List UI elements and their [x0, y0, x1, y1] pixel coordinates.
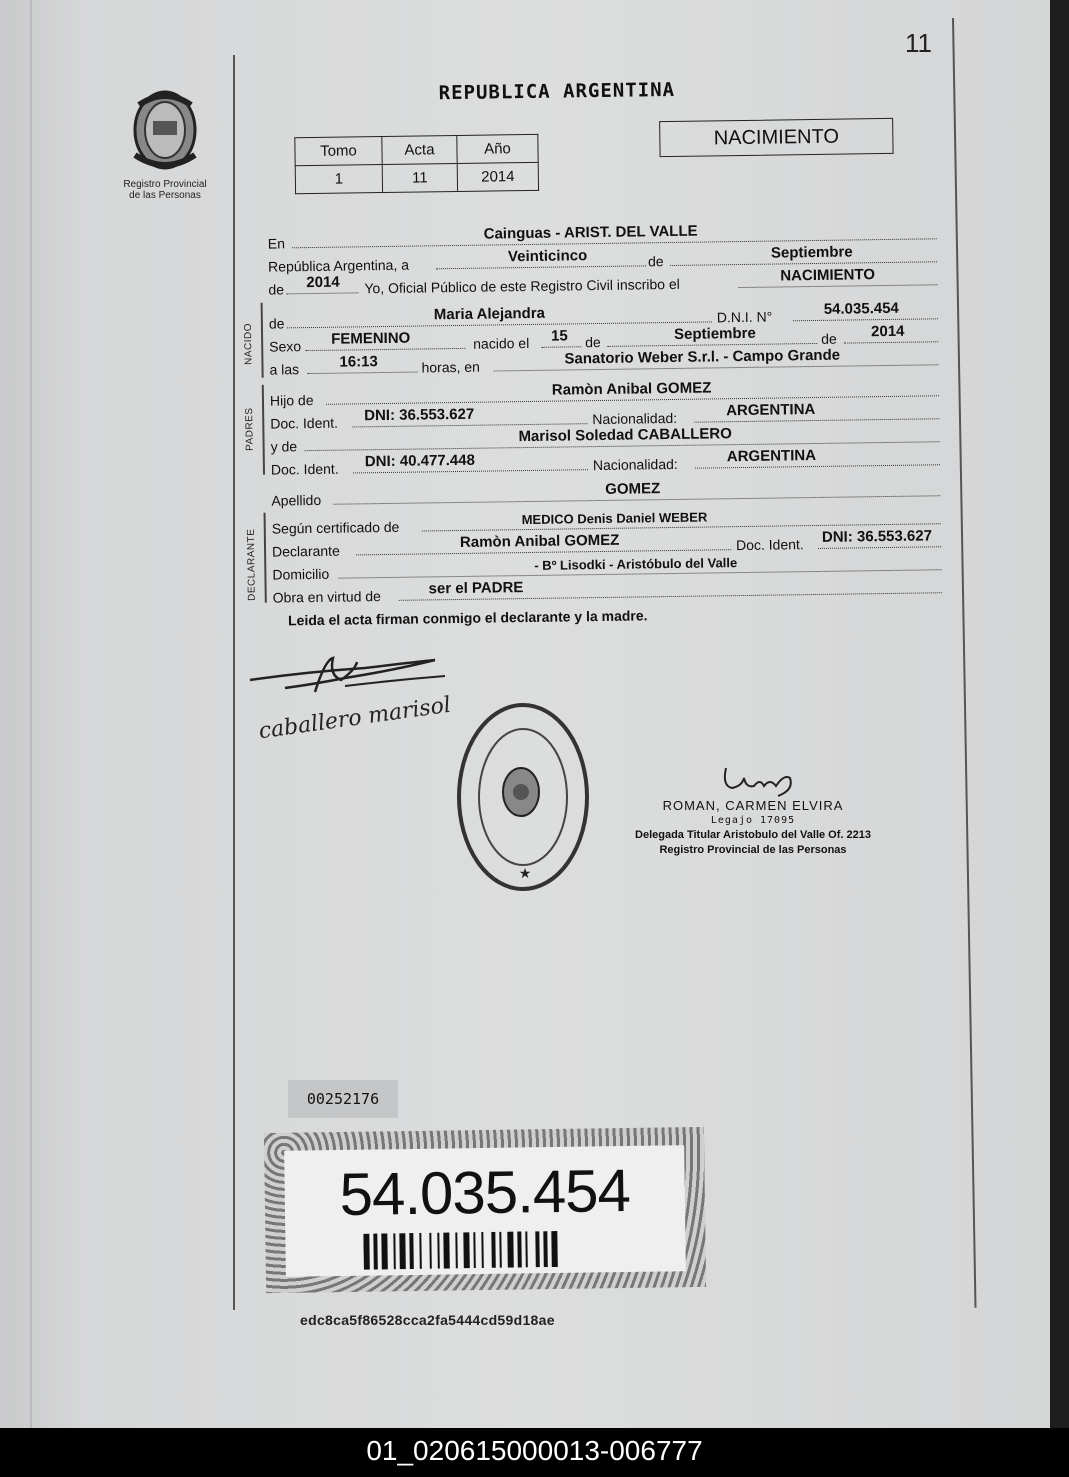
reference-header-row	[295, 134, 538, 165]
section-bracket	[261, 303, 264, 378]
alas-label: a las	[269, 361, 300, 378]
scan-footer-id: 01_020615000013-006777	[0, 1428, 1069, 1477]
de3-label: de	[268, 315, 285, 332]
dotted-line	[738, 284, 937, 288]
address: - Bº Lisodki - Aristóbulo del Valle	[534, 555, 738, 573]
declarante-label: Declarante	[271, 542, 340, 560]
birth-time: 16:13	[339, 353, 378, 371]
yde-label: y de	[270, 438, 298, 455]
barcode-bar	[551, 1231, 558, 1267]
reference-table	[294, 134, 539, 194]
mother-dni: DNI: 40.477.448	[364, 451, 476, 471]
official-name: ROMAN, CARMEN ELVIRA	[662, 798, 844, 813]
acta-header: Acta	[382, 135, 457, 164]
barcode-bar	[491, 1232, 496, 1268]
de5-label: de	[821, 330, 837, 347]
official-org: Registro Provincial de las Personas	[659, 844, 847, 856]
dotted-line	[541, 346, 581, 348]
dotted-line	[844, 341, 938, 343]
anio-value: 2014	[457, 162, 538, 191]
horas-label: horas, en	[421, 358, 481, 376]
page-number: 11	[905, 28, 932, 58]
barcode-bar	[535, 1231, 540, 1267]
barcode-bar	[455, 1232, 458, 1268]
barcode-bar	[443, 1233, 450, 1269]
de2-label: de	[268, 281, 285, 298]
obra-label: Obra en virtud de	[272, 588, 381, 606]
dotted-line	[670, 261, 937, 266]
birth-place: Sanatorio Weber S.r.l. - Campo Grande	[564, 346, 841, 368]
section-bracket	[262, 385, 265, 475]
reference-value-row	[295, 162, 538, 193]
place-of-record: Cainguas - ARIST. DEL VALLE	[483, 222, 698, 243]
domicilio-label: Domicilio	[272, 565, 330, 583]
barcode-bar	[473, 1232, 476, 1268]
child-dni: 54.035.454	[823, 299, 899, 318]
official-block	[628, 798, 878, 858]
dotted-line	[436, 265, 646, 269]
official-title: Delegada Titular Aristobulo del Valle Of. 2213	[635, 829, 871, 841]
mother-handwritten-name: caballero marisol	[257, 692, 453, 745]
barcode	[363, 1230, 613, 1269]
official-legajo: Legajo 17095	[710, 815, 796, 826]
hijo-label: Hijo de	[269, 392, 314, 409]
record-day: Veinticinco	[507, 247, 588, 266]
birth-month: Septiembre	[673, 324, 756, 343]
barcode-sticker	[264, 1127, 706, 1293]
barcode-bar	[393, 1233, 396, 1269]
svg-text:★: ★	[518, 866, 532, 882]
document-hash: edc8ca5f86528cca2fa5444cd59d18ae	[300, 1312, 555, 1328]
emblem-caption-2: de las Personas	[129, 190, 201, 201]
nacido-label: nacido el	[473, 334, 530, 352]
declarante-side-label: DECLARANTE	[245, 528, 258, 601]
padres-side-label: PADRES	[244, 407, 256, 451]
record-year: 2014	[306, 273, 340, 292]
barcode-bar	[437, 1233, 440, 1269]
dotted-line	[308, 372, 418, 375]
barcode-bar	[399, 1233, 406, 1269]
republica-label: República Argentina, a	[267, 256, 410, 275]
declarant-capacity: ser el PADRE	[428, 579, 524, 598]
barcode-bar	[429, 1233, 432, 1269]
barcode-sticker-inner	[284, 1145, 686, 1277]
country-title: REPUBLICA ARGENTINA	[438, 78, 676, 105]
dotted-line	[793, 318, 938, 321]
barcode-bar	[507, 1232, 514, 1268]
closing-statement: Leida el acta firman conmigo el declarante y la madre.	[287, 607, 648, 629]
child-sex: FEMENINO	[331, 329, 411, 348]
acta-value: 11	[382, 163, 457, 192]
barcode-bar	[409, 1233, 414, 1269]
doc-ident-label: Doc. Ident.	[270, 414, 339, 432]
tomo-header: Tomo	[295, 137, 382, 166]
father-name: Ramòn Anibal GOMEZ	[551, 379, 712, 399]
certificate-source: MEDICO Denis Daniel WEBER	[521, 509, 708, 528]
dotted-line	[305, 348, 465, 351]
en-label: En	[267, 235, 286, 252]
barcode-bar	[499, 1232, 502, 1268]
mother-nationality: ARGENTINA	[726, 446, 817, 466]
dotted-line	[286, 292, 358, 294]
father-nationality: ARGENTINA	[726, 400, 816, 420]
apellido-label: Apellido	[271, 491, 322, 509]
barcode-bar	[517, 1231, 522, 1267]
certificado-label: Según certificado de	[271, 518, 400, 537]
barcode-number: 54.035.454	[339, 1156, 631, 1229]
line-apellido	[271, 477, 941, 508]
mother-name: Marisol Soledad CABALLERO	[518, 425, 732, 446]
barcode-bar	[525, 1231, 528, 1267]
declarant-dni: DNI: 36.553.627	[821, 527, 933, 546]
birth-year: 2014	[870, 322, 905, 341]
registro-text: Yo, Oficial Público de este Registro Civil inscribo el	[364, 275, 680, 297]
official-signature	[718, 760, 808, 800]
declarant-name: Ramòn Anibal GOMEZ	[459, 531, 620, 551]
father-dni: DNI: 36.553.627	[364, 405, 475, 425]
doc-ident-label-2: Doc. Ident.	[270, 460, 339, 478]
nacionalidad-label: Nacionalidad:	[592, 409, 678, 428]
nacionalidad-label-2: Nacionalidad:	[592, 455, 678, 474]
dotted-line	[607, 343, 817, 347]
registry-seal	[455, 700, 595, 895]
barcode-bar	[419, 1233, 422, 1269]
emblem-caption-1: Registro Provincial	[123, 179, 207, 190]
tomo-value: 1	[295, 165, 382, 194]
barcode-bar	[463, 1232, 470, 1268]
birth-day: 15	[550, 327, 568, 345]
barcode-bar	[381, 1233, 388, 1269]
serial-number: 00252176	[288, 1080, 398, 1118]
record-month: Septiembre	[770, 243, 853, 262]
barcode-bar	[481, 1232, 484, 1268]
sexo-label: Sexo	[269, 338, 302, 355]
dotted-line	[818, 546, 941, 549]
barcode-bar	[363, 1234, 370, 1270]
barcode-bar	[543, 1231, 548, 1267]
section-bracket	[264, 513, 267, 603]
nacido-side-label: NACIDO	[242, 322, 255, 365]
record-kind: NACIMIENTO	[780, 266, 876, 285]
de-label: de	[647, 253, 664, 270]
surname: GOMEZ	[605, 480, 661, 498]
doc-ident-label-3: Doc. Ident.	[735, 536, 804, 554]
dni-label: D.N.I. N°	[716, 308, 773, 326]
barcode-bar	[373, 1234, 378, 1270]
anio-header: Año	[457, 134, 538, 163]
child-name: Maria Alejandra	[433, 304, 546, 324]
de4-label: de	[585, 333, 601, 351]
record-type: NACIMIENTO	[659, 118, 893, 157]
